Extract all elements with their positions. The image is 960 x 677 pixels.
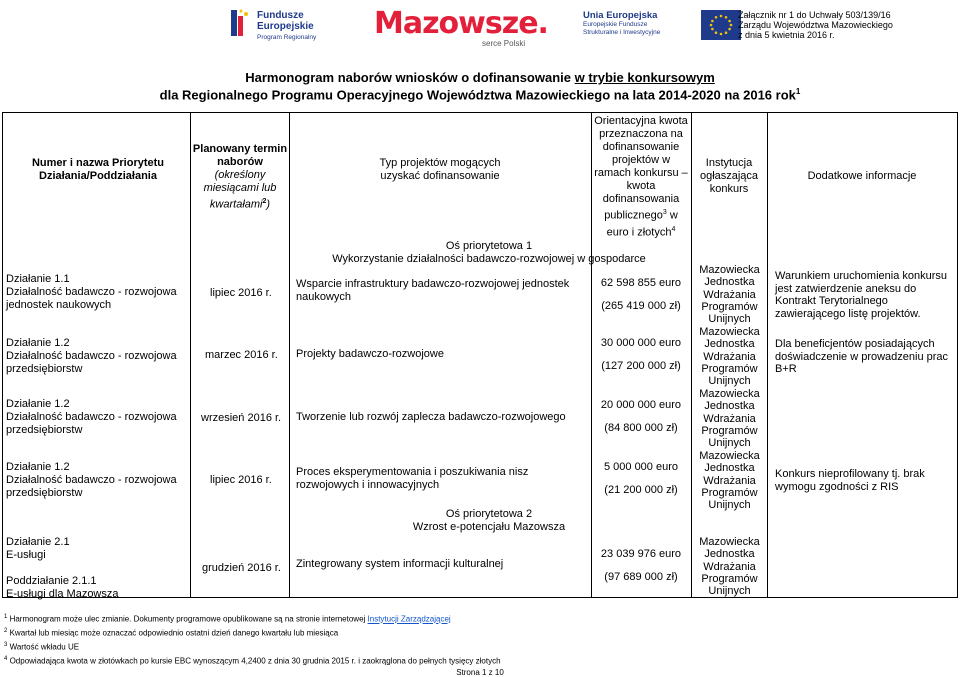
header-priority: Numer i nazwa Priorytetu Działania/Poddziałania xyxy=(31,157,165,182)
row2-action-name: Działalność badawczo - rozwojowa xyxy=(6,350,177,362)
row3-inst-5: Unijnych xyxy=(708,437,751,450)
row1-term: lipiec 2016 r. xyxy=(210,287,272,299)
row2-amount-eur: 30 000 000 euro xyxy=(600,337,682,349)
row1-inst-2: Jednostka xyxy=(704,276,755,289)
priority-axis-1 xyxy=(289,240,689,266)
ue-line3: Strukturalne i Inwestycyjne xyxy=(583,29,661,36)
row4-inst-5: Unijnych xyxy=(708,499,751,512)
row4-inst-4: Programów xyxy=(701,486,758,499)
header-term-note: (określony miesiącami lub kwartałami xyxy=(203,169,277,211)
row4-inst-3: Wdrażania xyxy=(703,474,756,487)
row2-institution xyxy=(692,326,767,387)
mazowsze-tagline: serce Polski xyxy=(482,39,526,48)
footnote-1: $^1$ Harmonogram może ulec zmianie. Dokumenty programowe opublikowane są na stronie internetowej Instytucji Zarządzającej xyxy=(4,614,451,624)
footnote-3: $^3$ Wartość wkładu UE xyxy=(4,642,80,652)
row5-inst-5: Unijnych xyxy=(708,585,751,598)
row2-inst-2: Jednostka xyxy=(704,338,755,351)
title-footnote-ref: 1 xyxy=(795,87,801,96)
row5-inst-2: Jednostka xyxy=(704,548,755,561)
row1-amount-pln: (265 419 000 zł) xyxy=(601,300,681,312)
row4-action-name: Działalność badawczo - rozwojowa xyxy=(6,474,177,486)
row5-action-gap xyxy=(6,562,186,575)
priority-axis-2 xyxy=(289,508,689,534)
row4-amount-pln: (21 200 000 zł) xyxy=(604,484,678,496)
row1-inst-1: Mazowiecka xyxy=(699,264,760,276)
row2-action xyxy=(6,337,186,376)
row1-action-number: Działanie 1.1 xyxy=(6,273,70,285)
ue-line1: Unia Europejska xyxy=(583,10,658,21)
header-institution: Instytucja ogłaszająca konkurs xyxy=(699,157,759,195)
row5-subaction-number: Poddziałanie 2.1.1 xyxy=(6,575,97,587)
header-term-main: Planowany termin naborów xyxy=(192,143,288,168)
fe-stars-icon xyxy=(231,8,251,38)
row4-type: Proces eksperymentowania i poszukiwania nisz rozwojowych i innowacyjnych xyxy=(296,466,529,491)
document-title-line2 xyxy=(0,87,960,102)
axis1-subtitle: Wykorzystanie działalności badawczo-rozwojowej w gospodarce xyxy=(332,253,646,265)
footnote-3-text: Wartość wkładu UE xyxy=(9,642,80,652)
header-amount xyxy=(593,115,689,239)
row4-action xyxy=(6,461,186,500)
footnote-2-text: Kwartał lub miesiąc może oznaczać odpowiednio ostatni dzień danego kwartału lub miesiąca xyxy=(9,628,339,638)
row3-inst-4: Programów xyxy=(701,424,758,437)
fundusze-europejskie-logo xyxy=(231,6,331,50)
table-border-left xyxy=(2,112,3,598)
row5-institution xyxy=(692,536,767,597)
row1-institution xyxy=(692,264,767,325)
row1-action xyxy=(6,273,186,312)
mazowsze-logo xyxy=(368,6,548,50)
row1-type: Wsparcie infrastruktury badawczo-rozwojowej jednostek naukowych xyxy=(296,278,570,303)
fe-line1: Fundusze xyxy=(257,10,304,21)
row3-type: Tworzenie lub rozwój zaplecza badawczo-rozwojowego xyxy=(296,411,566,423)
row2-term: marzec 2016 r. xyxy=(205,349,278,361)
row2-inst-5: Unijnych xyxy=(708,375,751,388)
row3-institution xyxy=(692,388,767,449)
header-term-footnote: 2 xyxy=(262,198,267,205)
table-border-top xyxy=(2,112,958,113)
row3-action xyxy=(6,398,186,437)
row1-inst-5: Unijnych xyxy=(708,313,751,326)
row4-inst-2: Jednostka xyxy=(704,462,755,475)
row3-amount xyxy=(592,399,690,435)
axis2-subtitle: Wzrost e-potencjału Mazowsza xyxy=(412,521,566,533)
fe-line3: Program Regionalny xyxy=(257,34,317,41)
header-term-paren: ) xyxy=(266,198,271,211)
row3-inst-2: Jednostka xyxy=(704,400,755,413)
row4-action-detail: przedsiębiorstw xyxy=(6,487,83,499)
row3-inst-3: Wdrażania xyxy=(703,412,756,425)
row2-action-number: Działanie 1.2 xyxy=(6,337,70,349)
row2-type: Projekty badawczo-rozwojowe xyxy=(296,348,444,360)
header-amount-tail: w euro i złotych xyxy=(606,209,678,239)
document-title-line1 xyxy=(0,70,960,85)
row5-inst-3: Wdrażania xyxy=(703,560,756,573)
row5-action-name: E-usługi xyxy=(6,549,46,561)
unia-europejska-logo xyxy=(583,6,743,50)
row5-term: grudzień 2016 r. xyxy=(202,562,281,574)
row3-amount-eur: 20 000 000 euro xyxy=(600,399,682,411)
row1-action-detail: jednostek naukowych xyxy=(6,299,112,311)
header-amount-fn3: 3 xyxy=(662,209,667,216)
axis2-title: Oś priorytetowa 2 xyxy=(445,508,533,520)
title-part-a: Harmonogram naborów wniosków o dofinansowanie xyxy=(245,70,575,85)
row2-action-detail: przedsiębiorstw xyxy=(6,363,83,375)
row2-inst-1: Mazowiecka xyxy=(699,326,760,338)
footnote-1-text: Harmonogram może ulec zmianie. Dokumenty programowe opublikowane są na stronie internetowej xyxy=(9,614,368,624)
row2-amount-pln: (127 200 000 zł) xyxy=(601,360,681,372)
table-border-right xyxy=(957,112,958,598)
header-amount-main: Orientacyjna kwota przeznaczona na dofinansowanie projektów w ramach konkursu – kwota dofinansowania publicznego xyxy=(594,115,688,222)
title-line2-text: dla Regionalnego Programu Operacyjnego Województwa Mazowieckiego na lata 2014-2020 na 2016 rok xyxy=(159,87,796,103)
attachment-line3: z dnia 5 kwietnia 2016 r. xyxy=(738,30,835,40)
footnote-4: $^4$ Odpowiadająca kwota w złotówkach po kursie EBC wynoszącym 4,2400 z dnia 30 grudnia 2015 r. i zaokrąglona do pełnych tysięcy złotych xyxy=(4,656,501,666)
axis1-title: Oś priorytetowa 1 xyxy=(445,240,533,252)
fe-line2: Europejskie xyxy=(257,21,314,32)
row4-amount-eur: 5 000 000 euro xyxy=(603,461,678,473)
row5-amount-pln: (97 689 000 zł) xyxy=(604,571,678,583)
row3-inst-1: Mazowiecka xyxy=(699,388,760,400)
row4-info: Konkurs nieprofilowany tj. brak wymogu zgodności z RIS xyxy=(775,468,925,493)
attachment-line2: Zarządu Województwa Mazowieckiego xyxy=(738,20,893,30)
row4-institution xyxy=(692,450,767,511)
header-additional-info: Dodatkowe informacje xyxy=(807,170,917,182)
col-divider-5 xyxy=(767,112,768,598)
row2-amount xyxy=(592,337,690,373)
row1-amount-eur: 62 598 855 euro xyxy=(600,277,682,289)
row3-action-detail: przedsiębiorstw xyxy=(6,424,83,436)
row3-action-number: Działanie 1.2 xyxy=(6,398,70,410)
title-part-b: w trybie konkursowym xyxy=(574,70,715,85)
row2-inst-4: Programów xyxy=(701,362,758,375)
header-project-type: Typ projektów mogących uzyskać dofinansowanie xyxy=(379,157,501,182)
eu-flag-icon xyxy=(701,10,741,40)
row5-amount xyxy=(592,548,690,584)
row3-amount-pln: (84 800 000 zł) xyxy=(604,422,678,434)
footnote-2: $^2$ Kwartał lub miesiąc może oznaczać odpowiednio ostatni dzień danego kwartału lub miesiąca xyxy=(4,628,339,638)
attachment-line1: Załącznik nr 1 do Uchwały 503/139/16 xyxy=(738,10,891,20)
row1-inst-3: Wdrażania xyxy=(703,288,756,301)
row5-subaction-name: E-usługi dla Mazowsza xyxy=(6,588,119,600)
ue-line2: Europejskie Fundusze xyxy=(583,21,648,28)
institution-link[interactable]: Instytucji Zarządzającej xyxy=(367,614,451,624)
header-term xyxy=(192,143,288,212)
row5-action xyxy=(6,536,186,601)
row5-inst-1: Mazowiecka xyxy=(699,536,760,548)
row1-info: Warunkiem uruchomienia konkursu jest zatwierdzenie aneksu do Kontrakt Terytorialnego zawierającego listę projektów. xyxy=(775,270,947,320)
page-number: Strona 1 z 10 xyxy=(456,668,504,677)
row1-inst-4: Programów xyxy=(701,300,758,313)
row5-inst-4: Programów xyxy=(701,572,758,585)
row4-inst-1: Mazowiecka xyxy=(699,450,760,462)
mazowsze-wordmark: Mazowsze. xyxy=(374,6,548,41)
header-amount-fn4: 4 xyxy=(671,225,676,233)
row5-type: Zintegrowany system informacji kulturalnej xyxy=(296,558,504,570)
row4-term: lipiec 2016 r. xyxy=(210,474,272,486)
row1-amount xyxy=(592,277,690,313)
row2-inst-3: Wdrażania xyxy=(703,350,756,363)
row5-action-number: Działanie 2.1 xyxy=(6,536,70,548)
row4-action-number: Działanie 1.2 xyxy=(6,461,70,473)
row4-amount xyxy=(592,461,690,497)
footnote-4-text: Odpowiadająca kwota w złotówkach po kursie EBC wynoszącym 4,2400 z dnia 30 grudnia 2015 r. i zaokrąglona do pełnych tysięcy złotych xyxy=(9,656,501,666)
attachment-note xyxy=(738,10,893,40)
row1-action-name: Działalność badawczo - rozwojowa xyxy=(6,286,177,298)
row3-term: wrzesień 2016 r. xyxy=(201,412,282,424)
row3-action-name: Działalność badawczo - rozwojowa xyxy=(6,411,177,423)
col-divider-1 xyxy=(190,112,191,598)
row2-info: Dla beneficjentów posiadających doświadczenie w prowadzeniu prac B+R xyxy=(775,338,949,375)
row5-amount-eur: 23 039 976 euro xyxy=(600,548,682,560)
